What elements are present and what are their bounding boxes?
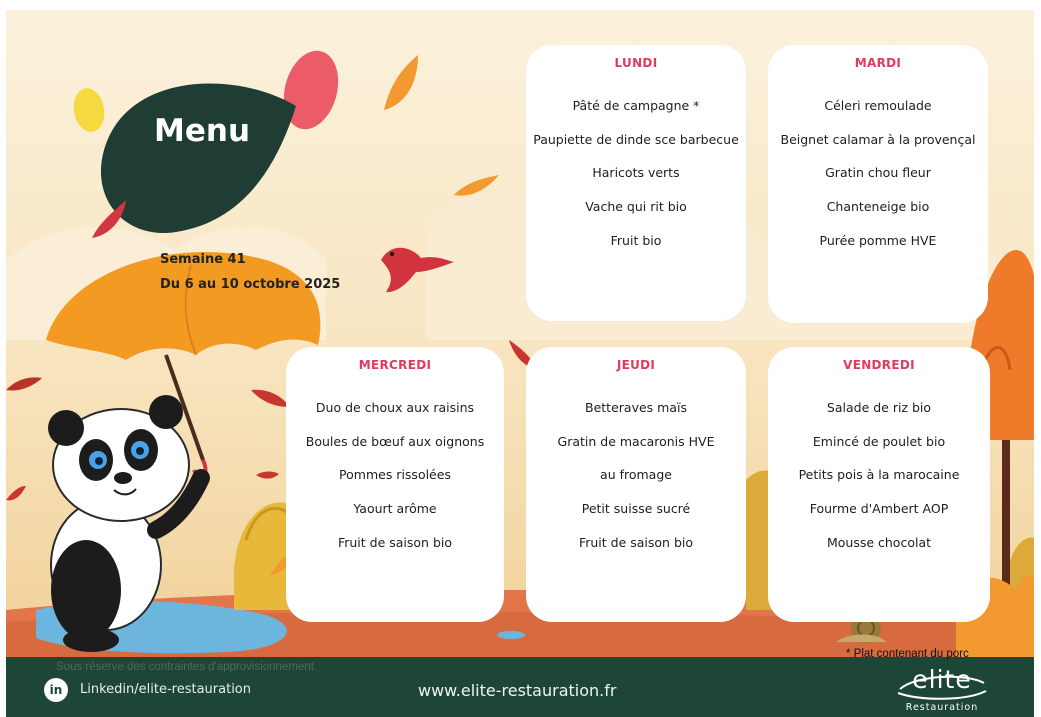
- day-card-vendredi: [768, 347, 990, 622]
- menu-item: Fruit de saison bio: [578, 534, 694, 550]
- menu-item: Chanteneige bio: [826, 199, 930, 215]
- menu-item: Petit suisse sucré: [581, 501, 691, 517]
- week-label: Semaine 41: [160, 252, 246, 267]
- day-card-mardi: [768, 45, 988, 323]
- menu-item: Fruit de saison bio: [337, 534, 453, 550]
- balloon-yellow: [70, 86, 107, 135]
- menu-item: Haricots verts: [592, 165, 680, 181]
- menu-item: Petits pois à la marocaine: [798, 467, 960, 483]
- day-title: MERCREDI: [358, 358, 432, 372]
- menu-item: Paupiette de dinde sce barbecue: [533, 131, 739, 147]
- menu-item: Mousse chocolat: [826, 534, 932, 550]
- menu-item: Emincé de poulet bio: [812, 433, 946, 449]
- porc-footnote: * Plat contenant du porc: [846, 648, 969, 660]
- menu-item: Duo de choux aux raisins: [315, 400, 475, 415]
- menu-item: Pommes rissolées: [339, 467, 451, 483]
- website-link[interactable]: www.elite-restauration.fr: [418, 681, 617, 700]
- menu-item: Beignet calamar à la provençal: [780, 131, 976, 147]
- day-title: MARDI: [854, 56, 902, 70]
- menu-item: Vache qui rit bio: [585, 199, 687, 215]
- elite-logo: [890, 665, 994, 715]
- menu-item: Betteraves maïs: [585, 400, 687, 415]
- supply-disclaimer: Sous réserve des contraintes d'approvisionnement: [56, 661, 314, 673]
- menu-item: Fourme d'Ambert AOP: [809, 501, 949, 517]
- logo-wordmark: elite: [912, 665, 972, 694]
- date-range: Du 6 au 10 octobre 2025: [160, 277, 341, 292]
- day-card-mercredi: [286, 347, 504, 622]
- day-title: JEUDI: [616, 358, 656, 372]
- logo-swoosh-icon: [896, 671, 988, 701]
- menu-item: Fruit bio: [610, 232, 662, 248]
- logo-subtitle: Restauration: [905, 702, 979, 713]
- menu-item: Gratin de macaronis HVE: [557, 433, 715, 449]
- day-title: LUNDI: [614, 56, 658, 70]
- menu-item: Salade de riz bio: [826, 400, 932, 415]
- menu-item: Gratin chou fleur: [825, 165, 931, 181]
- day-card-lundi: [526, 45, 746, 321]
- menu-item: Purée pomme HVE: [819, 232, 937, 248]
- page-title: Menu: [154, 113, 251, 149]
- menu-item: Yaourt arôme: [353, 501, 437, 517]
- linkedin-icon[interactable]: in: [44, 678, 68, 702]
- menu-item: Pâté de campagne *: [572, 98, 700, 113]
- linkedin-link[interactable]: Linkedin/elite-restauration: [80, 682, 251, 697]
- day-card-jeudi: [526, 347, 746, 622]
- menu-item: Céleri remoulade: [824, 98, 932, 113]
- title-leaf-shape: [101, 83, 296, 233]
- menu-page: [6, 10, 1034, 717]
- menu-item: au fromage: [600, 467, 672, 483]
- day-title: VENDREDI: [843, 358, 915, 372]
- menu-item: Boules de bœuf aux oignons: [305, 433, 485, 449]
